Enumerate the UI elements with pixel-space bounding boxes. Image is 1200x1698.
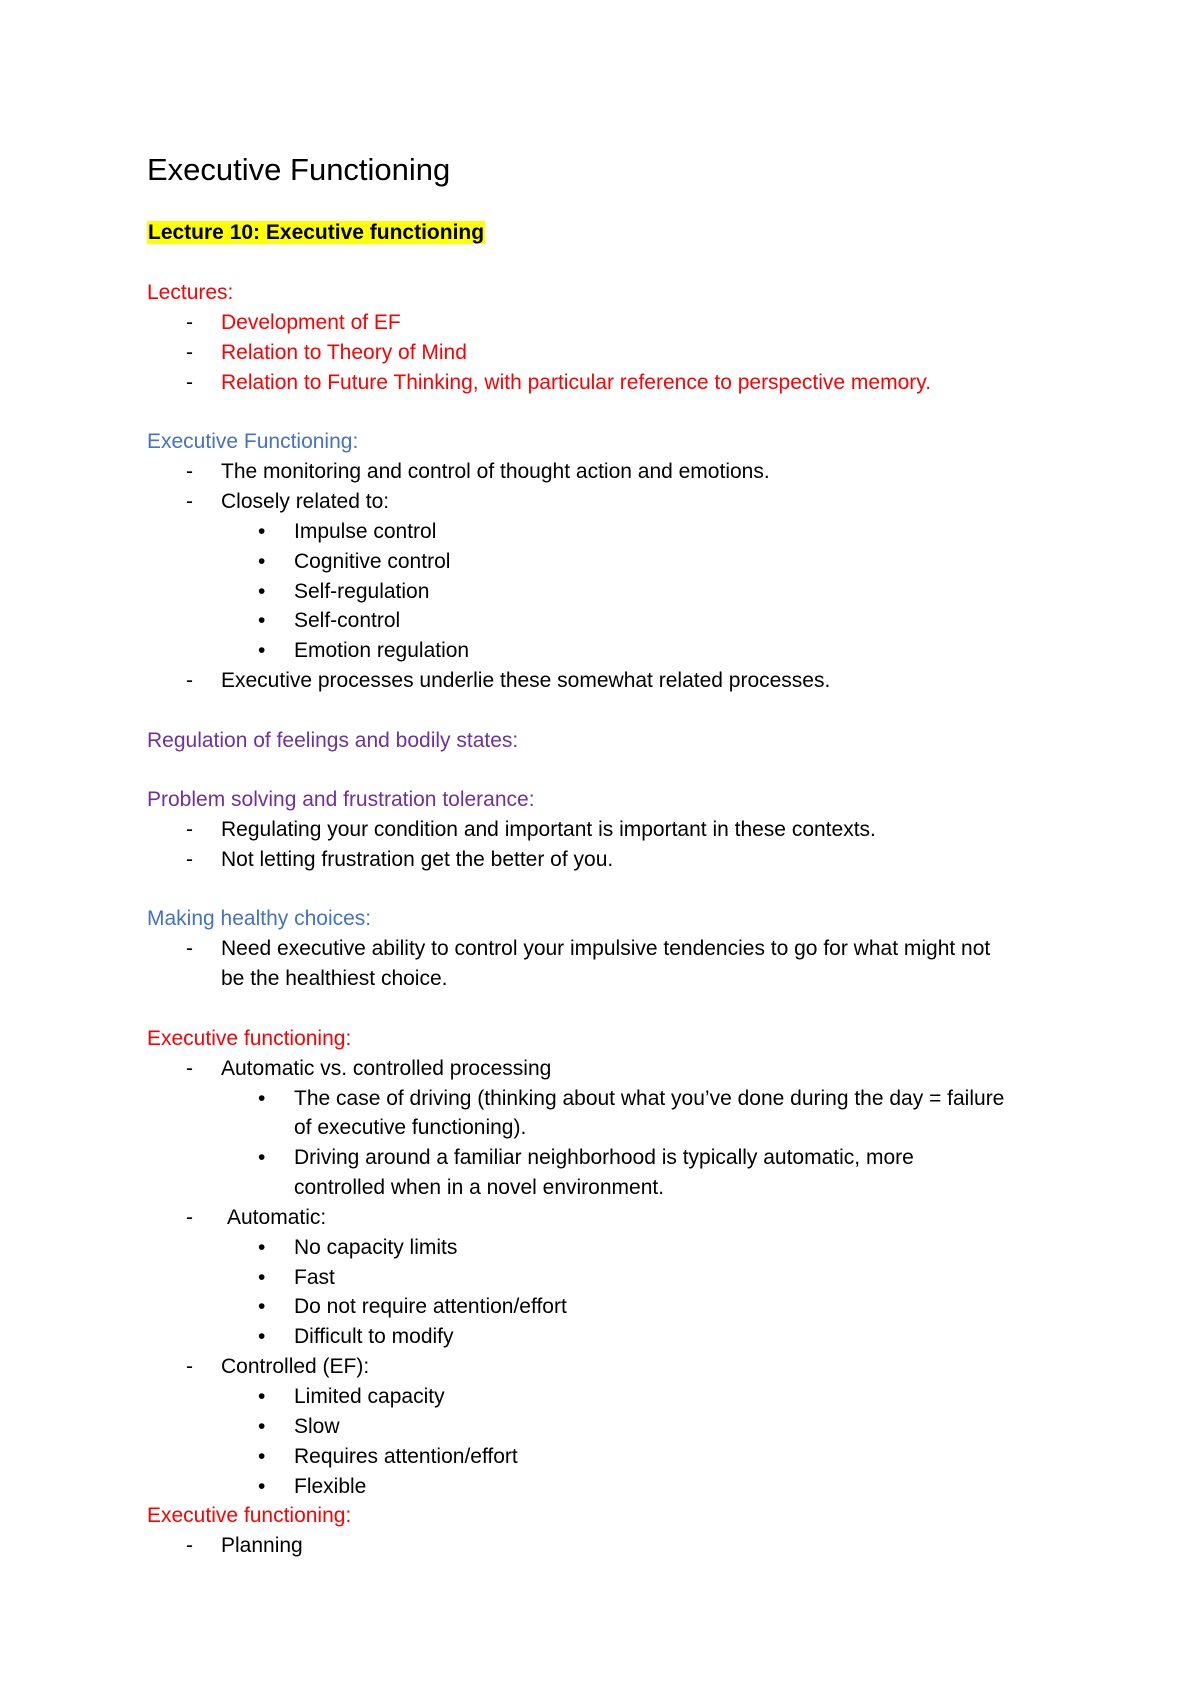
dash-marker: -: [186, 848, 193, 871]
problem-item: Not letting frustration get the better of you.: [221, 848, 614, 871]
bullet-marker: •: [258, 1415, 266, 1438]
ef-related-label: Closely related to:: [221, 490, 390, 513]
lectures-item: Development of EF: [221, 311, 401, 334]
bullet-marker: •: [258, 1146, 266, 1169]
bullet-marker: •: [258, 520, 266, 543]
controlled-item: Flexible: [294, 1475, 367, 1498]
dash-marker: -: [186, 818, 193, 841]
ef-heading: Executive Functioning:: [147, 430, 359, 453]
automatic-item: Fast: [294, 1266, 335, 1289]
dash-marker: -: [186, 341, 193, 364]
healthy-item-continued: be the healthiest choice.: [221, 967, 448, 990]
lectures-item: Relation to Theory of Mind: [221, 341, 467, 364]
automatic-item: Do not require attention/effort: [294, 1295, 567, 1318]
ef-underlie: Executive processes underlie these somewhat related processes.: [221, 669, 831, 692]
bullet-marker: •: [258, 1236, 266, 1259]
bullet-marker: •: [258, 1475, 266, 1498]
controlled-item: Limited capacity: [294, 1385, 445, 1408]
controlled-label: Controlled (EF):: [221, 1355, 370, 1378]
ef-related-item: Emotion regulation: [294, 639, 470, 662]
document-title: Executive Functioning: [147, 152, 451, 187]
lecture-heading-highlight: Lecture 10: Executive functioning: [148, 221, 485, 244]
bullet-marker: •: [258, 550, 266, 573]
ef-related-item: Impulse control: [294, 520, 437, 543]
dash-marker: -: [186, 1534, 193, 1557]
bullet-marker: •: [258, 1385, 266, 1408]
bullet-marker: •: [258, 580, 266, 603]
bullet-marker: •: [258, 639, 266, 662]
ef-definition: The monitoring and control of thought action and emotions.: [221, 460, 770, 483]
lecture-heading: [147, 219, 485, 246]
dash-marker: -: [186, 1355, 193, 1378]
dash-marker: -: [186, 937, 193, 960]
bullet-marker: •: [258, 609, 266, 632]
ef-related-item: Cognitive control: [294, 550, 451, 573]
bullet-marker: •: [258, 1295, 266, 1318]
dash-marker: -: [186, 311, 193, 334]
ef3-heading: Executive functioning:: [147, 1504, 352, 1527]
dash-marker: -: [186, 460, 193, 483]
controlled-item: Slow: [294, 1415, 340, 1438]
automatic-item: No capacity limits: [294, 1236, 458, 1259]
healthy-heading: Making healthy choices:: [147, 907, 372, 930]
bullet-marker: •: [258, 1445, 266, 1468]
dash-marker: -: [186, 1057, 193, 1080]
bullet-marker: •: [258, 1325, 266, 1348]
automatic-label: Automatic:: [227, 1206, 327, 1229]
lectures-heading: Lectures:: [147, 281, 234, 304]
regulation-heading: Regulation of feelings and bodily states:: [147, 729, 519, 752]
controlled-item: Requires attention/effort: [294, 1445, 518, 1468]
bullet-marker: •: [258, 1087, 266, 1110]
bullet-marker: •: [258, 1266, 266, 1289]
problem-heading: Problem solving and frustration tolerance:: [147, 788, 535, 811]
driving-item-continued: of executive functioning).: [294, 1116, 527, 1139]
healthy-item: Need executive ability to control your impulsive tendencies to go for what might not: [221, 937, 991, 960]
dash-marker: -: [186, 371, 193, 394]
problem-item: Regulating your condition and important is important in these contexts.: [221, 818, 876, 841]
driving-item-continued: controlled when in a novel environment.: [294, 1176, 665, 1199]
driving-item: Driving around a familiar neighborhood is typically automatic, more: [294, 1146, 914, 1169]
ef3-item: Planning: [221, 1534, 303, 1557]
automatic-item: Difficult to modify: [294, 1325, 454, 1348]
dash-marker: -: [186, 669, 193, 692]
ef2-processing: Automatic vs. controlled processing: [221, 1057, 552, 1080]
dash-marker: -: [186, 490, 193, 513]
ef2-heading: Executive functioning:: [147, 1027, 352, 1050]
lectures-item: Relation to Future Thinking, with particular reference to perspective memory.: [221, 371, 932, 394]
dash-marker: -: [186, 1206, 193, 1229]
ef-related-item: Self-control: [294, 609, 401, 632]
ef-related-item: Self-regulation: [294, 580, 430, 603]
driving-item: The case of driving (thinking about what you’ve done during the day = failure: [294, 1087, 1005, 1110]
